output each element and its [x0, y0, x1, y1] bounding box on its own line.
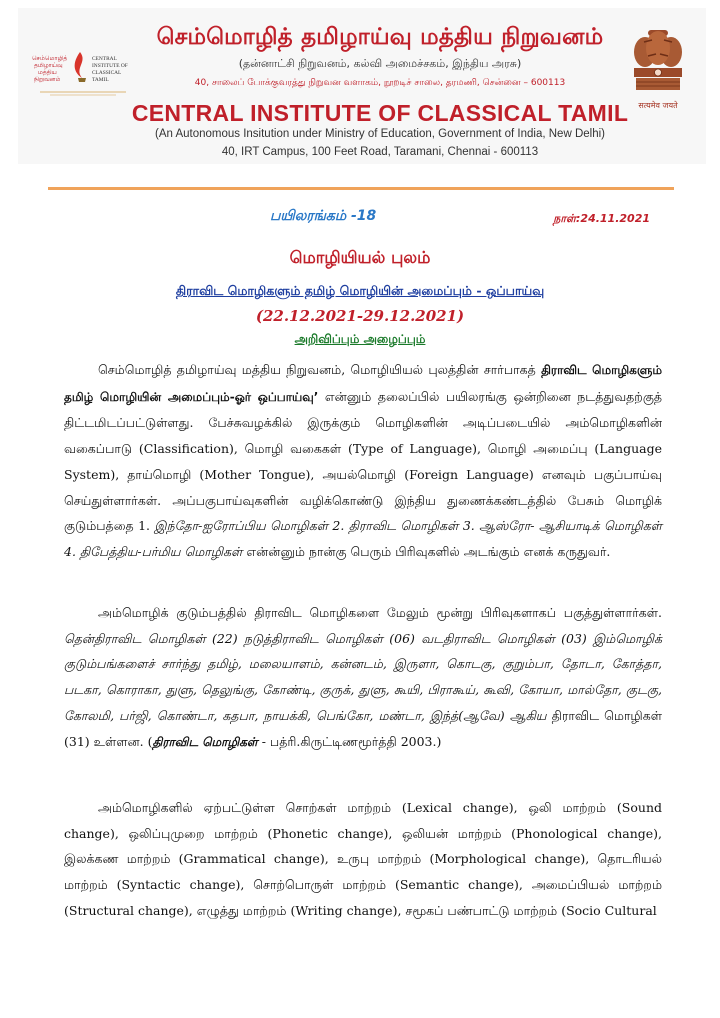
p1-text-a: செம்மொழித் தமிழாய்வு மத்திய நிறுவனம், மொழியியல் புலத்தின் சார்பாகத்: [98, 362, 542, 377]
header-divider: [48, 187, 674, 190]
header-tamil-title: செம்மொழித் தமிழாய்வு மத்திய நிறுவனம்: [156, 24, 604, 50]
emblem-motto: सत्यमेव जयते: [638, 101, 678, 110]
paragraph-3: அம்மொழிகளில் ஏற்பட்டுள்ள சொற்கள் மாற்றம் (Lexical change), ஒலி மாற்றம் (Sound change), ஒலிப்புமுறை மாற்றம் (Phonetic change), ஒலியன் மாற்றம் (Phonological change), இலக்கண மாற்றம் (Grammatical change), உருபு மாற்றம் (Morphological change), தொடரியல் மாற்றம் (Syntactic change), சொற்பொருள் மாற்றம் (Semantic change), அமைப்பியல் மாற்றம் (Structural change), எழுத்து மாற்றம் (Writing change), சமூகப் பண்பாட்டு மாற்றம் (Socio Cultural: [64, 800, 662, 918]
logo-text-ta-1: செம்மொழித்: [32, 55, 68, 62]
workshop-number: பயிலரங்கம் -18: [270, 208, 377, 224]
p1-bold-title: திராவிட மொழிகளும் தமிழ் மொழியின் அமைப்பும்-ஓர் ஒப்பாய்வு’: [64, 363, 662, 404]
flame-icon: [75, 52, 83, 78]
logo-text-ta-3: மத்திய: [38, 69, 57, 76]
workshop-topic: திராவிட மொழிகளும் தமிழ் மொழியின் அமைப்பும் - ஒப்பாய்வு: [175, 283, 545, 298]
header-english-title: CENTRAL INSTITUTE OF CLASSICAL TAMIL: [131, 100, 629, 126]
logo-text-en-1: CENTRAL: [92, 56, 117, 62]
header-english-address: 40, IRT Campus, 100 Feet Road, Taramani, Chennai - 600113: [221, 146, 539, 158]
p2-italic-languages: தென்திராவிட மொழிகள் (22) நடுத்திராவிட மொழிகள் (06) வடதிராவிட மொழிகள் (03) இம்மொழிக் குடும்பங்களைச் சார்ந்து தமிழ், மலையாளம், கன்னடம், இருளா, கொடகு, குறும்பா, தோடா, கோத்தா, படகா, கொராகா, துளு, தெலுங்கு, கோண்டி, குருக், துளு, கூயி, பிராகூய், கூவி, கோயா, மால்தோ, குடகு, கோலமி, பர்ஜி, கொண்டா, கதபா, நாயக்கி, பெங்கோ, மண்டா, இந்த்(ஆவே) ஆகிய: [64, 630, 662, 723]
department-heading: மொழியியல் புலம்: [289, 248, 431, 267]
p1-text-c: என்னும் தலைப்பில் பயிலரங்கு ஒன்றினை நடத்துவதற்குத் திட்டமிடப்பட்டுள்ளது. பேச்சுவழக்கில் இருக்கும் மொழிகளின் அடிப்படையில் அம்மொழிகளின் வகைப்பாடு (Classification), மொழி வகைகள் (Type of Language), மொழி அமைப்பு (Language System), தாய்மொழி (Mother Tongue), அயல்மொழி (Foreign Language) எனவும் பகுப்பாய்வு செய்துள்ளார்கள். அப்பகுபாய்வுகளின் வழிக்கொண்டு இந்திய துணைக்கண்டத்தில் பேசும் மொழிக் குடும்பத்தை 1.: [64, 388, 662, 534]
p2-bold-source: திராவிட மொழிகள்: [152, 734, 258, 749]
paragraph-1: [64, 357, 662, 565]
p1-italic-families: இந்தோ-ஐரோப்பிய மொழிகள் 2. திராவிட மொழிகள் 3. ஆஸ்ரோ- ஆசியாடிக் மொழிகள் 4. திபேத்திய-பர்மிய மொழிகள்: [64, 518, 662, 559]
header-tamil-address: 40, சாலைப் போக்குவரத்து நிறுவன வளாகம், நூறடிச் சாலை, தரமணி, சென்னை – 600113: [194, 78, 566, 88]
lamp-icon: [78, 78, 86, 82]
logo-text-en-4: TAMIL: [92, 77, 109, 83]
notice-date: நாள்:24.11.2021: [553, 212, 650, 225]
logo-text-ta-2: தமிழாய்வு: [34, 62, 63, 69]
header-english-subtitle: (An Autonomous Insitution under Ministry of Education, Government of India, New Delhi): [154, 128, 605, 140]
paragraph-2: [64, 600, 662, 755]
p2-text-e: - பத்ரி.கிருட்டிணமூர்த்தி 2003.): [257, 733, 442, 749]
header-tamil-subtitle: (தன்னாட்சி நிறுவனம், கல்வி அமைச்சகம், இந்திய அரசு): [238, 57, 522, 70]
logo-text-en-3: CLASSICAL: [92, 70, 122, 76]
p1-text-e: என்ன்னும் நான்கு பெரும் பிரிவுகளில் அடங்கும் எனக் கருதுவர்.: [242, 543, 611, 559]
p2-text-c: திராவிட மொழிகள் (31) உள்ளன. (: [64, 707, 662, 749]
notice-heading: அறிவிப்பும் அழைப்பும்: [294, 332, 426, 346]
logo-text-en-2: INSTITUTE OF: [92, 63, 128, 69]
p2-text-a: அம்மொழிக் குடும்பத்தில் திராவிட மொழிகளை மேலும் மூன்று பிரிவுகளாகப் பகுத்துள்ளார்கள்.: [98, 605, 662, 620]
workshop-dates: (22.12.2021-29.12.2021): [255, 307, 465, 325]
logo-text-ta-4: நிறுவனம்: [34, 76, 61, 83]
